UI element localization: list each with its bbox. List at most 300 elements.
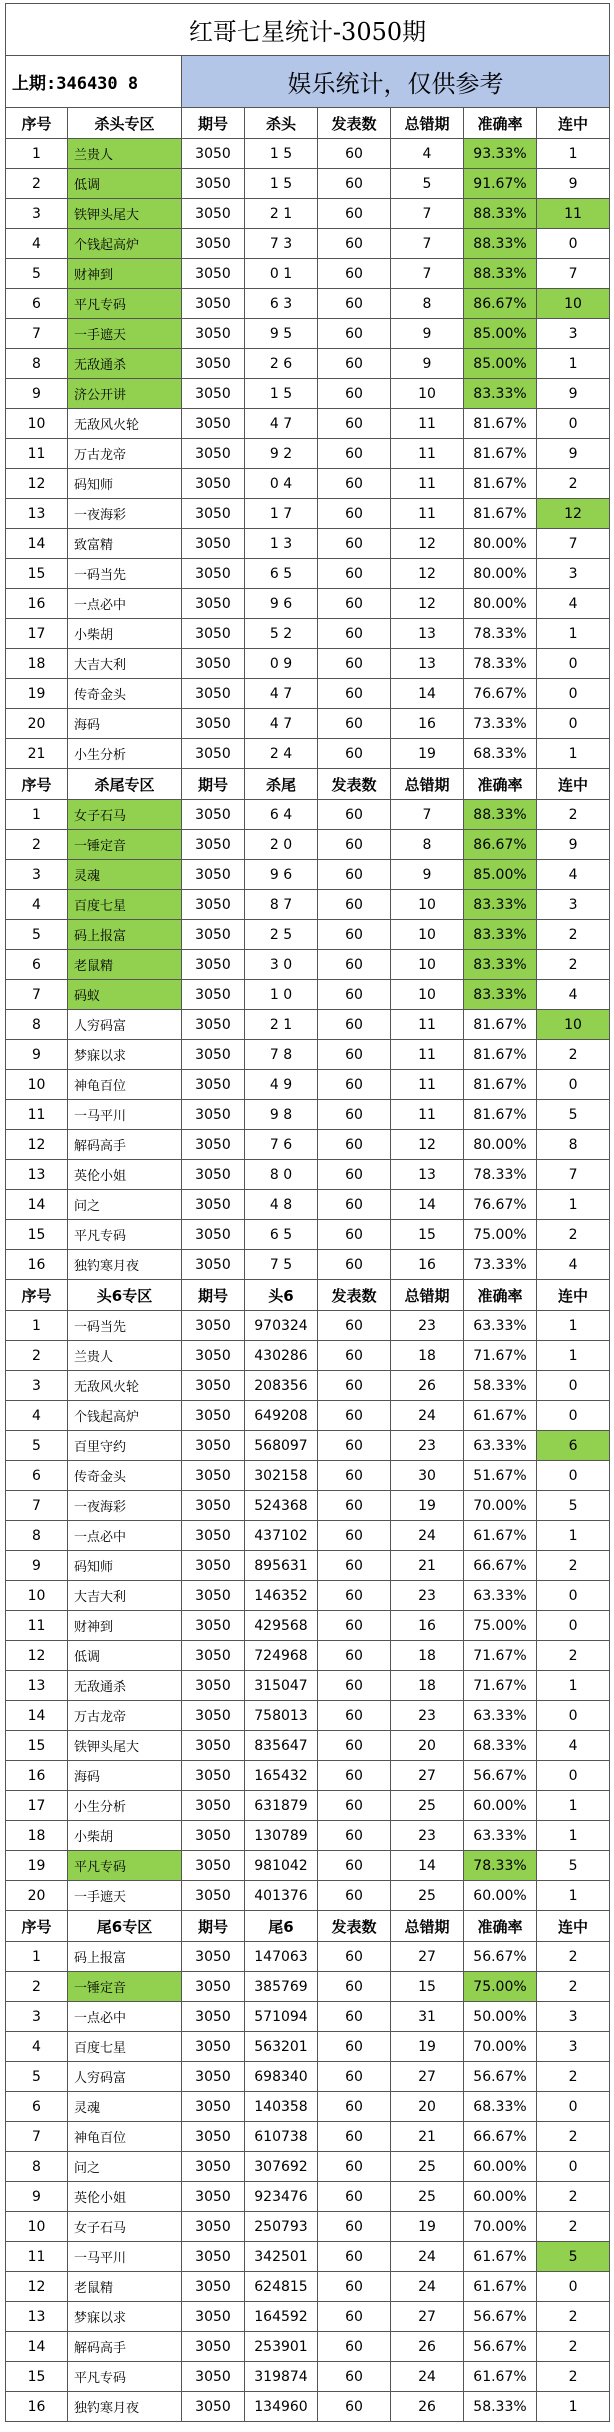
cell-errors: 24 [391, 1401, 464, 1431]
cell-index: 8 [6, 2152, 68, 2182]
header-index: 序号 [6, 108, 68, 139]
cell-rate: 76.67% [464, 679, 537, 709]
cell-rate: 73.33% [464, 709, 537, 739]
cell-index: 8 [6, 1010, 68, 1040]
cell-errors: 11 [391, 499, 464, 529]
cell-number: 4 7 [245, 409, 318, 439]
cell-name: 一马平川 [68, 1100, 182, 1130]
cell-errors: 10 [391, 980, 464, 1010]
cell-streak: 0 [537, 229, 610, 259]
cell-index: 6 [6, 289, 68, 319]
header-rate: 准确率 [464, 769, 537, 800]
cell-errors: 7 [391, 800, 464, 830]
cell-index: 16 [6, 2392, 68, 2422]
cell-index: 7 [6, 980, 68, 1010]
cell-number: 315047 [245, 1671, 318, 1701]
cell-period: 3050 [182, 1821, 245, 1851]
cell-rate: 78.33% [464, 1851, 537, 1881]
cell-number: 1 0 [245, 980, 318, 1010]
cell-period: 3050 [182, 1341, 245, 1371]
cell-number: 385769 [245, 1972, 318, 2002]
cell-index: 5 [6, 2062, 68, 2092]
cell-period: 3050 [182, 589, 245, 619]
cell-posts: 60 [318, 2392, 391, 2422]
cell-number: 5 2 [245, 619, 318, 649]
cell-errors: 4 [391, 139, 464, 169]
cell-errors: 23 [391, 1581, 464, 1611]
cell-period: 3050 [182, 860, 245, 890]
cell-name: 万古龙帝 [68, 1701, 182, 1731]
cell-errors: 27 [391, 2062, 464, 2092]
cell-streak: 1 [537, 1881, 610, 1911]
cell-name: 无敌风火轮 [68, 409, 182, 439]
cell-errors: 15 [391, 1220, 464, 1250]
cell-streak: 3 [537, 890, 610, 920]
cell-period: 3050 [182, 1431, 245, 1461]
table-row [6, 2332, 610, 2362]
cell-streak: 0 [537, 1461, 610, 1491]
cell-errors: 20 [391, 1731, 464, 1761]
table-row [6, 1130, 610, 1160]
cell-number: 4 7 [245, 709, 318, 739]
cell-errors: 10 [391, 379, 464, 409]
header-index: 序号 [6, 1280, 68, 1311]
cell-name: 万古龙帝 [68, 439, 182, 469]
cell-index: 6 [6, 2092, 68, 2122]
cell-posts: 60 [318, 2032, 391, 2062]
header-errors: 总错期 [391, 108, 464, 139]
table-row [6, 920, 610, 950]
cell-posts: 60 [318, 589, 391, 619]
cell-streak: 12 [537, 499, 610, 529]
cell-period: 3050 [182, 1401, 245, 1431]
cell-posts: 60 [318, 1311, 391, 1341]
cell-streak: 2 [537, 950, 610, 980]
cell-index: 4 [6, 890, 68, 920]
cell-posts: 60 [318, 1701, 391, 1731]
cell-period: 3050 [182, 2182, 245, 2212]
cell-errors: 13 [391, 619, 464, 649]
cell-name: 一码当先 [68, 559, 182, 589]
cell-index: 6 [6, 1461, 68, 1491]
cell-streak: 0 [537, 1701, 610, 1731]
cell-errors: 13 [391, 649, 464, 679]
cell-number: 2 6 [245, 349, 318, 379]
cell-rate: 76.67% [464, 1190, 537, 1220]
table-row [6, 499, 610, 529]
cell-errors: 14 [391, 1851, 464, 1881]
table-row [6, 289, 610, 319]
table-row [6, 1701, 610, 1731]
table-row [6, 1341, 610, 1371]
cell-posts: 60 [318, 289, 391, 319]
cell-period: 3050 [182, 2272, 245, 2302]
cell-period: 3050 [182, 409, 245, 439]
table-row [6, 890, 610, 920]
cell-number: 342501 [245, 2242, 318, 2272]
cell-posts: 60 [318, 409, 391, 439]
cell-number: 7 8 [245, 1040, 318, 1070]
cell-index: 20 [6, 709, 68, 739]
cell-errors: 11 [391, 1070, 464, 1100]
cell-number: 429568 [245, 1611, 318, 1641]
cell-name: 码上报富 [68, 1942, 182, 1972]
table-row [6, 169, 610, 199]
cell-streak: 1 [537, 1671, 610, 1701]
cell-posts: 60 [318, 1521, 391, 1551]
cell-number: 1 5 [245, 139, 318, 169]
cell-period: 3050 [182, 1371, 245, 1401]
cell-posts: 60 [318, 1461, 391, 1491]
cell-rate: 63.33% [464, 1431, 537, 1461]
cell-index: 14 [6, 1190, 68, 1220]
cell-posts: 60 [318, 1250, 391, 1280]
cell-number: 430286 [245, 1341, 318, 1371]
cell-streak: 0 [537, 2152, 610, 2182]
cell-streak: 2 [537, 2362, 610, 2392]
cell-index: 9 [6, 2182, 68, 2212]
cell-streak: 0 [537, 709, 610, 739]
last-period-result: 上期:346430 8 [6, 56, 182, 108]
cell-rate: 88.33% [464, 259, 537, 289]
cell-errors: 31 [391, 2002, 464, 2032]
cell-rate: 83.33% [464, 980, 537, 1010]
cell-name: 平凡专码 [68, 2362, 182, 2392]
cell-rate: 86.67% [464, 830, 537, 860]
cell-number: 524368 [245, 1491, 318, 1521]
cell-name: 独钓寒月夜 [68, 1250, 182, 1280]
table-row [6, 1761, 610, 1791]
cell-rate: 81.67% [464, 439, 537, 469]
cell-streak: 2 [537, 2212, 610, 2242]
cell-streak: 0 [537, 1371, 610, 1401]
table-row [6, 1972, 610, 2002]
header-rate: 准确率 [464, 1280, 537, 1311]
cell-period: 3050 [182, 229, 245, 259]
cell-posts: 60 [318, 1190, 391, 1220]
cell-period: 3050 [182, 679, 245, 709]
cell-streak: 1 [537, 1821, 610, 1851]
cell-period: 3050 [182, 169, 245, 199]
cell-errors: 25 [391, 2152, 464, 2182]
cell-errors: 24 [391, 2362, 464, 2392]
cell-streak: 2 [537, 2302, 610, 2332]
cell-streak: 10 [537, 289, 610, 319]
cell-errors: 7 [391, 229, 464, 259]
cell-index: 7 [6, 319, 68, 349]
cell-posts: 60 [318, 499, 391, 529]
cell-name: 一锤定音 [68, 830, 182, 860]
cell-index: 10 [6, 1070, 68, 1100]
cell-period: 3050 [182, 2332, 245, 2362]
cell-period: 3050 [182, 1731, 245, 1761]
cell-posts: 60 [318, 890, 391, 920]
cell-errors: 23 [391, 1821, 464, 1851]
cell-posts: 60 [318, 439, 391, 469]
cell-number: 970324 [245, 1311, 318, 1341]
cell-name: 传奇金头 [68, 679, 182, 709]
cell-errors: 13 [391, 1160, 464, 1190]
cell-period: 3050 [182, 1010, 245, 1040]
cell-streak: 1 [537, 1311, 610, 1341]
cell-rate: 66.67% [464, 2122, 537, 2152]
cell-name: 兰贵人 [68, 1341, 182, 1371]
cell-rate: 61.67% [464, 2272, 537, 2302]
cell-posts: 60 [318, 860, 391, 890]
cell-streak: 1 [537, 139, 610, 169]
header-streak: 连中 [537, 769, 610, 800]
cell-rate: 75.00% [464, 1972, 537, 2002]
cell-posts: 60 [318, 649, 391, 679]
cell-period: 3050 [182, 1791, 245, 1821]
cell-period: 3050 [182, 1040, 245, 1070]
table-row [6, 2092, 610, 2122]
cell-streak: 2 [537, 469, 610, 499]
table-row [6, 559, 610, 589]
cell-streak: 2 [537, 1641, 610, 1671]
cell-rate: 61.67% [464, 1401, 537, 1431]
table-row [6, 2392, 610, 2422]
cell-errors: 19 [391, 1491, 464, 1521]
cell-name: 一手遮天 [68, 1881, 182, 1911]
cell-streak: 2 [537, 2062, 610, 2092]
cell-posts: 60 [318, 800, 391, 830]
cell-name: 码蚁 [68, 980, 182, 1010]
cell-errors: 12 [391, 559, 464, 589]
cell-streak: 9 [537, 169, 610, 199]
header-posts: 发表数 [318, 769, 391, 800]
table-row [6, 259, 610, 289]
cell-index: 5 [6, 1431, 68, 1461]
header-errors: 总错期 [391, 1280, 464, 1311]
cell-streak: 0 [537, 1070, 610, 1100]
cell-posts: 60 [318, 199, 391, 229]
cell-rate: 51.67% [464, 1461, 537, 1491]
cell-posts: 60 [318, 469, 391, 499]
cell-number: 2 0 [245, 830, 318, 860]
cell-index: 20 [6, 1881, 68, 1911]
cell-rate: 71.67% [464, 1341, 537, 1371]
cell-index: 14 [6, 529, 68, 559]
cell-number: 319874 [245, 2362, 318, 2392]
cell-name: 问之 [68, 1190, 182, 1220]
cell-rate: 63.33% [464, 1581, 537, 1611]
header-errors: 总错期 [391, 769, 464, 800]
cell-index: 11 [6, 439, 68, 469]
cell-name: 码知师 [68, 1551, 182, 1581]
cell-index: 19 [6, 679, 68, 709]
cell-posts: 60 [318, 1341, 391, 1371]
header-errors: 总错期 [391, 1911, 464, 1942]
cell-period: 3050 [182, 469, 245, 499]
cell-errors: 27 [391, 2302, 464, 2332]
cell-errors: 30 [391, 1461, 464, 1491]
cell-period: 3050 [182, 800, 245, 830]
cell-posts: 60 [318, 920, 391, 950]
cell-index: 5 [6, 920, 68, 950]
cell-number: 253901 [245, 2332, 318, 2362]
cell-rate: 88.33% [464, 199, 537, 229]
cell-errors: 9 [391, 319, 464, 349]
table-row [6, 1371, 610, 1401]
cell-period: 3050 [182, 499, 245, 529]
cell-number: 631879 [245, 1791, 318, 1821]
cell-period: 3050 [182, 2392, 245, 2422]
cell-period: 3050 [182, 1491, 245, 1521]
cell-rate: 71.67% [464, 1671, 537, 1701]
cell-period: 3050 [182, 199, 245, 229]
cell-index: 4 [6, 2032, 68, 2062]
cell-errors: 15 [391, 1972, 464, 2002]
cell-streak: 0 [537, 2092, 610, 2122]
cell-name: 一点必中 [68, 2002, 182, 2032]
cell-streak: 1 [537, 1341, 610, 1371]
cell-streak: 0 [537, 409, 610, 439]
cell-rate: 88.33% [464, 229, 537, 259]
cell-index: 15 [6, 2362, 68, 2392]
header-rate: 准确率 [464, 1911, 537, 1942]
cell-index: 6 [6, 950, 68, 980]
cell-posts: 60 [318, 830, 391, 860]
table-row [6, 1190, 610, 1220]
cell-errors: 25 [391, 1881, 464, 1911]
cell-index: 15 [6, 1220, 68, 1250]
cell-errors: 7 [391, 199, 464, 229]
cell-errors: 25 [391, 2182, 464, 2212]
cell-rate: 61.67% [464, 1521, 537, 1551]
cell-period: 3050 [182, 2092, 245, 2122]
cell-period: 3050 [182, 739, 245, 769]
table-row [6, 1821, 610, 1851]
cell-posts: 60 [318, 1821, 391, 1851]
table-row [6, 1581, 610, 1611]
cell-period: 3050 [182, 289, 245, 319]
cell-number: 4 8 [245, 1190, 318, 1220]
table-row [6, 349, 610, 379]
cell-name: 低调 [68, 169, 182, 199]
cell-streak: 1 [537, 739, 610, 769]
header-period: 期号 [182, 769, 245, 800]
cell-number: 140358 [245, 2092, 318, 2122]
cell-period: 3050 [182, 1311, 245, 1341]
cell-name: 铁钾头尾大 [68, 199, 182, 229]
cell-rate: 83.33% [464, 920, 537, 950]
cell-rate: 81.67% [464, 1010, 537, 1040]
cell-name: 灵魂 [68, 2092, 182, 2122]
cell-index: 17 [6, 1791, 68, 1821]
cell-rate: 58.33% [464, 2392, 537, 2422]
cell-index: 1 [6, 139, 68, 169]
header-name: 杀尾专区 [68, 769, 182, 800]
cell-streak: 7 [537, 259, 610, 289]
cell-rate: 75.00% [464, 1611, 537, 1641]
cell-streak: 3 [537, 319, 610, 349]
cell-period: 3050 [182, 1461, 245, 1491]
header-number: 杀头 [245, 108, 318, 139]
cell-index: 19 [6, 1851, 68, 1881]
cell-streak: 1 [537, 619, 610, 649]
cell-name: 无敌通杀 [68, 1671, 182, 1701]
cell-streak: 1 [537, 1521, 610, 1551]
cell-number: 6 5 [245, 1220, 318, 1250]
cell-name: 独钓寒月夜 [68, 2392, 182, 2422]
cell-errors: 9 [391, 860, 464, 890]
cell-name: 英伦小姐 [68, 2182, 182, 2212]
cell-period: 3050 [182, 1160, 245, 1190]
cell-name: 小柴胡 [68, 1821, 182, 1851]
cell-period: 3050 [182, 1220, 245, 1250]
cell-rate: 83.33% [464, 379, 537, 409]
cell-name: 解码高手 [68, 1130, 182, 1160]
cell-number: 130789 [245, 1821, 318, 1851]
cell-number: 9 2 [245, 439, 318, 469]
cell-number: 147063 [245, 1942, 318, 1972]
cell-number: 437102 [245, 1521, 318, 1551]
cell-number: 250793 [245, 2212, 318, 2242]
cell-number: 208356 [245, 1371, 318, 1401]
cell-number: 8 0 [245, 1160, 318, 1190]
section-header-row [6, 108, 610, 139]
cell-posts: 60 [318, 2332, 391, 2362]
cell-errors: 26 [391, 2332, 464, 2362]
header-posts: 发表数 [318, 108, 391, 139]
cell-name: 一夜海彩 [68, 1491, 182, 1521]
cell-posts: 60 [318, 2212, 391, 2242]
cell-rate: 56.67% [464, 1761, 537, 1791]
cell-index: 2 [6, 169, 68, 199]
cell-number: 698340 [245, 2062, 318, 2092]
table-row [6, 1942, 610, 1972]
cell-period: 3050 [182, 1521, 245, 1551]
cell-period: 3050 [182, 2002, 245, 2032]
cell-index: 1 [6, 1942, 68, 1972]
cell-errors: 26 [391, 1371, 464, 1401]
cell-index: 3 [6, 2002, 68, 2032]
table-row [6, 1311, 610, 1341]
cell-name: 大吉大利 [68, 1581, 182, 1611]
table-row [6, 980, 610, 1010]
cell-posts: 60 [318, 1671, 391, 1701]
cell-rate: 80.00% [464, 589, 537, 619]
cell-number: 6 4 [245, 800, 318, 830]
cell-name: 英伦小姐 [68, 1160, 182, 1190]
cell-name: 低调 [68, 1641, 182, 1671]
cell-rate: 70.00% [464, 1491, 537, 1521]
cell-number: 6 5 [245, 559, 318, 589]
cell-errors: 10 [391, 890, 464, 920]
cell-number: 895631 [245, 1551, 318, 1581]
cell-streak: 9 [537, 439, 610, 469]
cell-rate: 61.67% [464, 2362, 537, 2392]
cell-name: 解码高手 [68, 2332, 182, 2362]
table-row [6, 1491, 610, 1521]
cell-period: 3050 [182, 439, 245, 469]
cell-number: 563201 [245, 2032, 318, 2062]
cell-name: 平凡专码 [68, 1851, 182, 1881]
cell-index: 2 [6, 1341, 68, 1371]
cell-streak: 9 [537, 830, 610, 860]
cell-period: 3050 [182, 980, 245, 1010]
cell-streak: 7 [537, 1160, 610, 1190]
header-rate: 准确率 [464, 108, 537, 139]
cell-posts: 60 [318, 1851, 391, 1881]
cell-number: 7 3 [245, 229, 318, 259]
cell-index: 16 [6, 1761, 68, 1791]
cell-posts: 60 [318, 2092, 391, 2122]
cell-streak: 4 [537, 1250, 610, 1280]
cell-number: 2 1 [245, 199, 318, 229]
disclaimer-banner: 娱乐统计，仅供参考 [182, 56, 610, 108]
